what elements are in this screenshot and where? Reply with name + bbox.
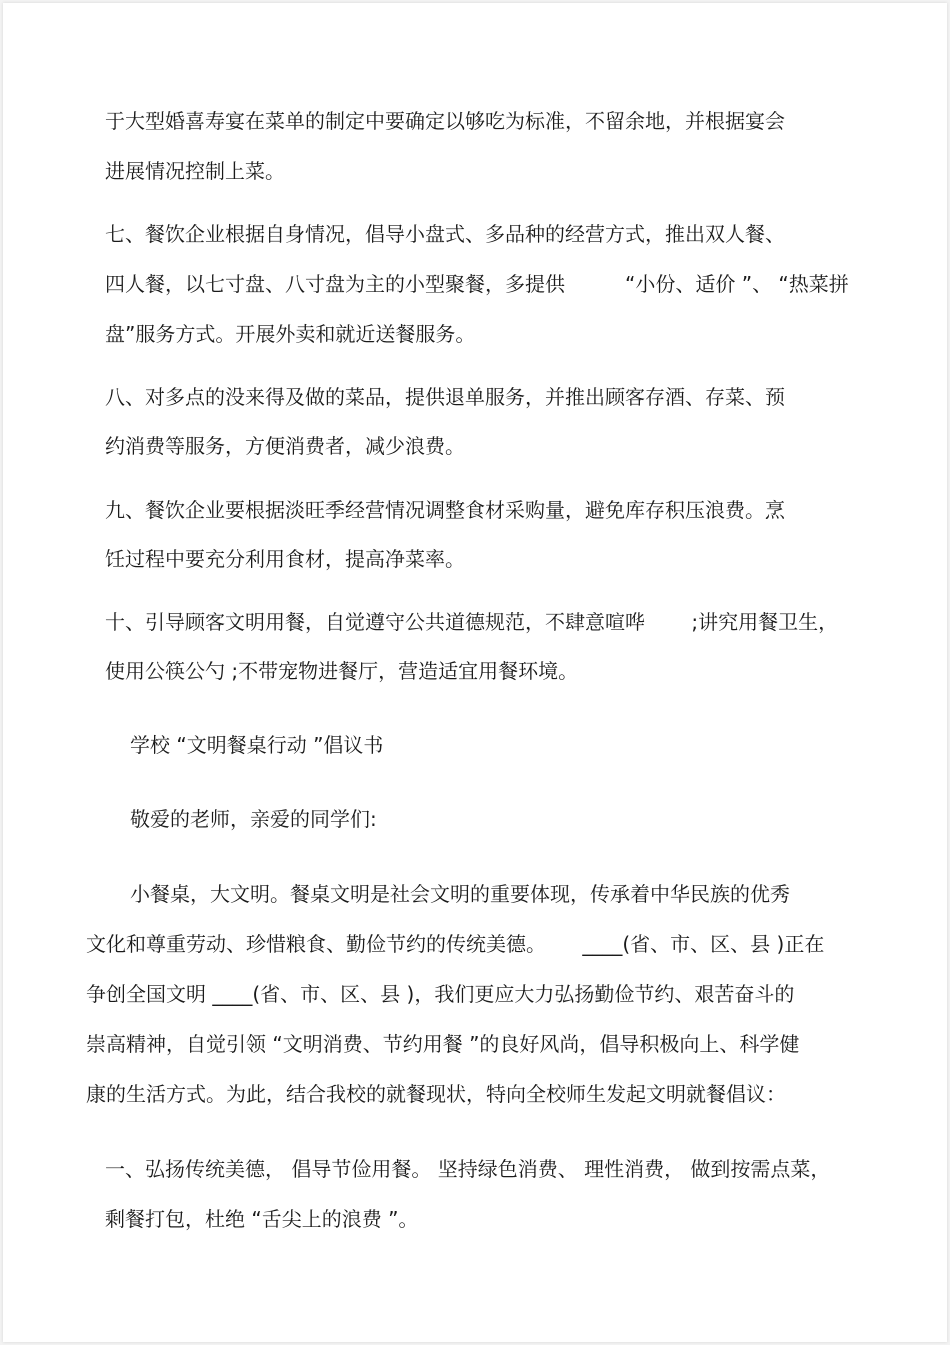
text-line: 小餐桌，大文明。餐桌文明是社会文明的重要体现，传承着中华民族的优秀 bbox=[130, 882, 790, 906]
text-line: 争创全国文明 ____(省、市、区、县 )，我们更应大力弘扬勤俭节约、艰苦奋斗的 bbox=[86, 982, 795, 1006]
text-line: 盘”服务方式。开展外卖和就近送餐服务。 bbox=[105, 322, 476, 346]
text-line: 八、对多点的没来得及做的菜品，提供退单服务，并推出顾客存酒、存菜、预 bbox=[105, 385, 785, 409]
text-line: 康的生活方式。为此，结合我校的就餐现状，特向全校师生发起文明就餐倡议： bbox=[86, 1082, 786, 1106]
text-line: 文化和尊重劳动、珍惜粮食、勤俭节约的传统美德。 ____(省、市、区、县 )正在 bbox=[86, 932, 825, 956]
text-line: 十、引导顾客文明用餐，自觉遵守公共道德规范，不肆意喧哗 ;讲究用餐卫生， bbox=[105, 610, 839, 634]
text-line: 约消费等服务，方便消费者，减少浪费。 bbox=[105, 434, 465, 458]
text-line: 于大型婚喜寿宴在菜单的制定中要确定以够吃为标准，不留余地，并根据宴会 bbox=[105, 109, 785, 133]
text-line: 九、餐饮企业要根据淡旺季经营情况调整食材采购量，避免库存积压浪费。烹 bbox=[105, 498, 785, 522]
salutation: 敬爱的老师，亲爱的同学们: bbox=[130, 807, 377, 831]
text-line: 一、弘扬传统美德， 倡导节俭用餐。 坚持绿色消费、 理性消费， 做到按需点菜， bbox=[105, 1157, 831, 1181]
document-title: 学校 “文明餐桌行动 ”倡议书 bbox=[130, 733, 384, 757]
text-line: 七、餐饮企业根据自身情况，倡导小盘式、多品种的经营方式，推出双人餐、 bbox=[105, 222, 785, 246]
text-line: 饪过程中要充分利用食材，提高净菜率。 bbox=[105, 547, 465, 571]
text-line: 进展情况控制上菜。 bbox=[105, 159, 285, 183]
text-line: 剩餐打包，杜绝 “舌尖上的浪费 ”。 bbox=[105, 1207, 419, 1231]
text-line: 崇高精神，自觉引领 “文明消费、节约用餐 ”的良好风尚，倡导积极向上、科学健 bbox=[86, 1032, 800, 1056]
text-line: 使用公筷公勺 ;不带宠物进餐厅，营造适宜用餐环境。 bbox=[105, 659, 579, 683]
text-line: 四人餐，以七寸盘、八寸盘为主的小型聚餐，多提供 “小份、适价 ”、 “热菜拼 bbox=[105, 272, 849, 296]
document-page bbox=[3, 3, 947, 1342]
